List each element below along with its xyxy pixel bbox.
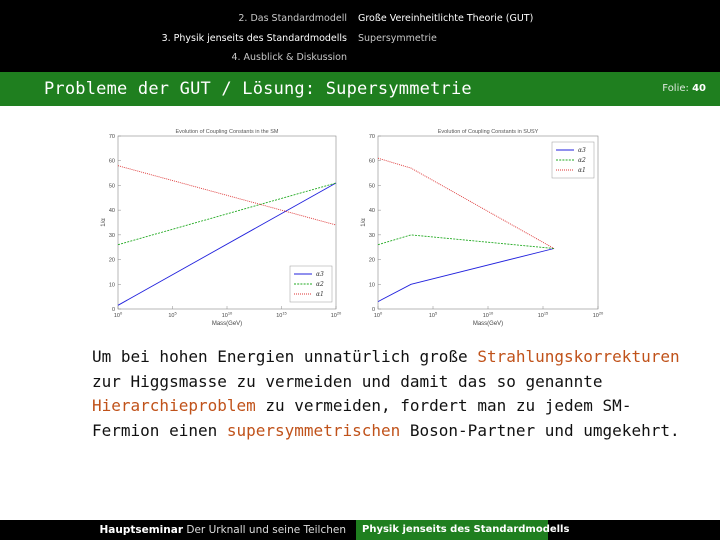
footer-section-title: Physik jenseits des Standardmodells	[362, 524, 570, 535]
y-tick-label: 10	[368, 282, 375, 289]
highlight-term: supersymmetrischen	[226, 420, 401, 440]
x-tick-label: $10^{10}$	[221, 310, 233, 319]
coupling-constant-plots	[100, 124, 604, 336]
plots-svg	[100, 124, 604, 336]
nav-item-supersymmetrie[interactable]: Supersymmetrie	[358, 33, 437, 44]
nav-item-ausblick[interactable]: 4. Ausblick & Diskussion	[231, 52, 347, 63]
x-tick-label: $10^{20}$	[330, 310, 342, 319]
legend-label: α1	[578, 167, 586, 174]
legend-label: α2	[578, 157, 586, 164]
y-tick-label: 30	[368, 232, 375, 239]
chart-title: Evolution of Coupling Constants in SUSY	[437, 129, 539, 135]
top-navigation-bar	[0, 0, 720, 72]
x-tick-label: $10^{20}$	[592, 310, 604, 319]
series-line-3	[118, 166, 336, 225]
body-text-segment: zur Higgsmasse zu vermeiden und damit das so genannte	[92, 371, 603, 391]
y-tick-label: 70	[368, 134, 375, 140]
y-tick-label: 20	[368, 257, 375, 264]
highlight-term: Strahlungskorrekturen	[477, 347, 680, 366]
y-tick-label: 40	[108, 208, 115, 215]
y-tick-label: 0	[111, 307, 115, 313]
subsection-nav	[358, 0, 720, 72]
x-tick-label: $10^0$	[373, 310, 383, 319]
footer-seminar-label: Hauptseminar	[99, 524, 184, 536]
x-tick-label: $10^{10}$	[482, 310, 494, 319]
legend-label: α3	[578, 147, 586, 154]
y-tick-label: 40	[368, 208, 375, 215]
x-tick-label: $10^{15}$	[537, 310, 549, 319]
folie-label: Folie:	[662, 83, 689, 94]
x-tick-label: $10^5$	[168, 310, 177, 319]
slide-title: Probleme der GUT / Lösung: Supersymmetrie	[44, 79, 472, 99]
folie-number: 40	[692, 83, 706, 94]
y-tick-label: 30	[108, 232, 115, 239]
series-line-2	[118, 183, 336, 245]
footer-right	[356, 520, 570, 540]
chart-title: Evolution of Coupling Constants in the SM	[175, 129, 279, 135]
chart-panel-2	[361, 129, 604, 327]
y-tick-label: 0	[371, 307, 375, 313]
footer-left	[0, 520, 352, 540]
section-nav	[0, 0, 355, 72]
x-tick-label: $10^{15}$	[276, 310, 287, 319]
nav-item-standardmodell[interactable]: 2. Das Standardmodell	[238, 13, 347, 24]
nav-item-physik-jenseits[interactable]: 3. Physik jenseits des Standardmodells	[161, 33, 347, 44]
footer	[0, 520, 720, 540]
legend-label: α1	[316, 291, 324, 298]
y-tick-label: 50	[108, 183, 115, 190]
legend-label: α3	[316, 271, 324, 278]
body-text-segment: zu vermeiden, fordert man zu jedem SM-Fermion einen	[92, 396, 632, 440]
nav-item-gut[interactable]: Große Vereinheitlichte Theorie (GUT)	[358, 13, 534, 24]
y-tick-label: 60	[368, 158, 375, 165]
legend-label: α2	[316, 281, 324, 288]
y-tick-label: 50	[368, 183, 375, 190]
chart-panel-1	[101, 129, 342, 327]
title-bar	[0, 72, 720, 106]
x-tick-label: $10^5$	[428, 310, 438, 319]
y-axis-label: 1/α	[361, 218, 367, 227]
series-line-3	[378, 158, 554, 248]
y-tick-label: 10	[108, 282, 115, 289]
footer-seminar-title: Der Urknall und seine Teilchen	[186, 524, 346, 536]
body-text-segment: Boson-Partner und umgekehrt.	[400, 420, 680, 440]
series-line-1	[378, 249, 554, 302]
y-tick-label: 60	[108, 158, 115, 165]
x-axis-label: Mass(GeV)	[472, 321, 504, 327]
y-tick-label: 20	[108, 257, 115, 264]
highlight-term: Hierarchieproblem	[92, 396, 256, 415]
slide-number	[662, 83, 706, 94]
body-text	[92, 345, 682, 443]
x-tick-label: $10^0$	[113, 310, 123, 319]
body-text-segment: Um bei hohen Energien unnatürlich große	[92, 347, 478, 366]
x-axis-label: Mass(GeV)	[211, 321, 243, 327]
y-tick-label: 70	[108, 134, 115, 140]
y-axis-label: 1/α	[101, 218, 107, 227]
series-line-2	[378, 235, 554, 249]
